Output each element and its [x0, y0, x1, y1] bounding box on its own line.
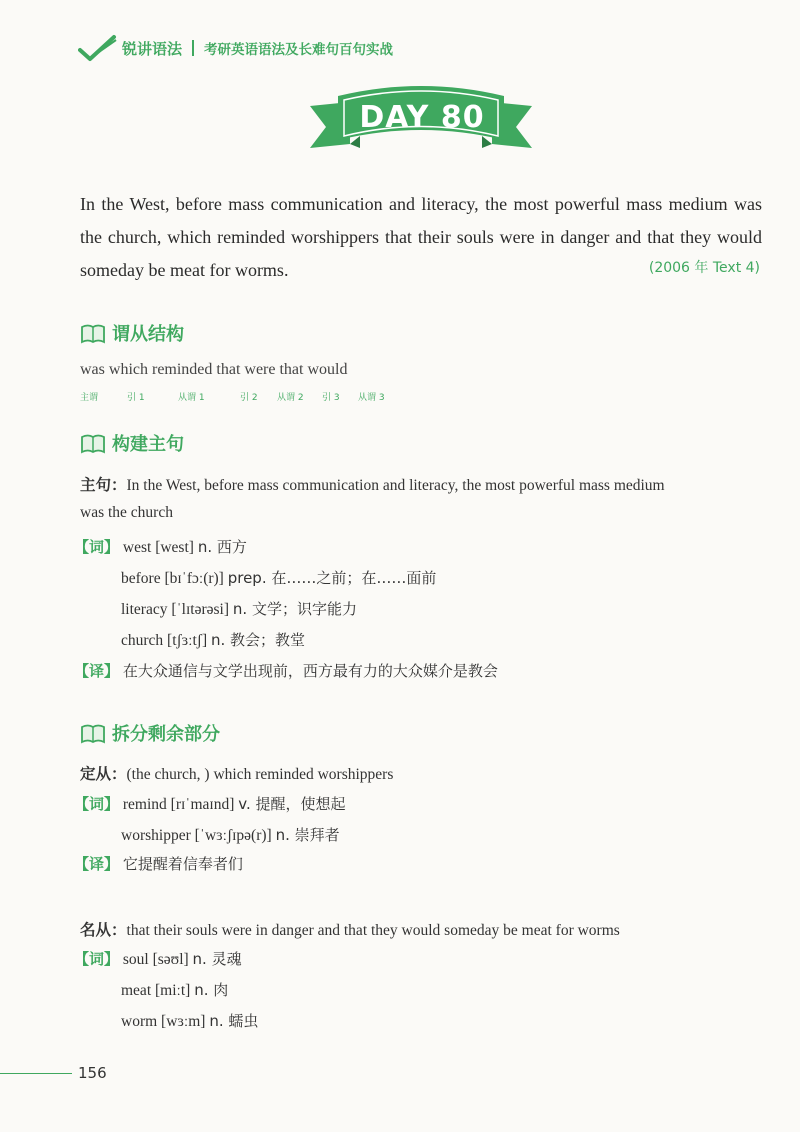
relative-clause-line — [80, 762, 393, 784]
vocab-row — [74, 536, 247, 557]
book-subtitle: 考研英语语法及长难句百句实战 — [204, 42, 394, 58]
main-clause-text-cont: was the church — [80, 504, 173, 521]
tag: 引 2 — [240, 393, 258, 403]
vocab-label: 【词】 — [74, 538, 120, 556]
vocab-def: n. 教会；教堂 — [211, 631, 306, 649]
page-number: 156 — [78, 1064, 107, 1082]
vocab-row — [121, 824, 340, 845]
vocab-word: before — [121, 570, 161, 587]
tag: 从谓 1 — [178, 393, 205, 403]
predicate-tags — [80, 390, 480, 406]
vocab-ipa: [tʃɜːtʃ] — [167, 632, 208, 649]
vocab-def: n. 文学；识字能力 — [232, 600, 357, 618]
section-heading-predicate-structure — [80, 318, 184, 348]
translation-label: 【译】 — [74, 662, 120, 680]
vocab-label: 【词】 — [74, 795, 120, 813]
tag: 从谓 2 — [277, 393, 304, 403]
vocab-ipa: [səʊl] — [152, 951, 189, 968]
section-heading-remaining-parts — [80, 718, 220, 748]
vocab-word: remind — [122, 796, 167, 813]
vocab-row — [121, 598, 357, 619]
vocab-ipa: [west] — [155, 539, 194, 556]
vocab-def: n. 西方 — [197, 538, 247, 556]
tag: 引 3 — [322, 393, 340, 403]
tag: 主谓 — [80, 393, 99, 403]
translation-row — [74, 660, 498, 681]
vocab-row — [74, 948, 242, 969]
translation-text: 在大众通信与文学出现前，西方最有力的大众媒介是教会 — [122, 662, 498, 680]
translation-text: 它提醒着信奉者们 — [122, 855, 243, 873]
noun-clause-line — [80, 918, 620, 940]
book-icon — [80, 322, 106, 344]
tag: 引 1 — [127, 393, 145, 403]
vocab-word: west — [122, 539, 152, 556]
vocab-ipa: [rɪˈmaɪnd] — [170, 796, 235, 813]
day-label: DAY 80 — [359, 100, 485, 135]
vocab-word: meat — [121, 982, 152, 999]
sentence-source: (2006 年 Text 4) — [648, 260, 760, 276]
vocab-def: v. 提醒，使想起 — [238, 795, 346, 813]
vocab-ipa: [ˈlɪtərəsi] — [171, 601, 230, 618]
vocab-row — [121, 629, 305, 650]
tag: 从谓 3 — [358, 393, 385, 403]
header-divider — [192, 40, 194, 56]
vocab-ipa: [miːt] — [155, 982, 191, 999]
vocab-def: prep. 在……之前；在……面前 — [227, 569, 437, 587]
relative-clause-text: (the church, ) which reminded worshippers — [126, 766, 394, 783]
vocab-ipa: [bɪˈfɔː(r)] — [164, 570, 224, 587]
vocab-word: soul — [122, 951, 149, 968]
vocab-word: worm — [121, 1013, 158, 1030]
translation-row — [74, 853, 243, 874]
vocab-label: 【词】 — [74, 950, 120, 968]
translation-label: 【译】 — [74, 855, 120, 873]
main-clause-line — [80, 473, 665, 495]
book-icon — [80, 432, 106, 454]
vocab-row — [121, 567, 436, 588]
vocab-def: n. 崇拜者 — [275, 826, 340, 844]
book-icon — [80, 722, 106, 744]
vocab-ipa: [ˈwɜːʃɪpə(r)] — [194, 827, 272, 844]
relative-clause-label: 定从： — [80, 765, 127, 783]
running-header — [78, 32, 393, 64]
footer-rule — [0, 1073, 72, 1074]
example-sentence: In the West, before mass communication and literacy, the most powerful mass medium was the church, which reminded worshippers that their souls were in danger and that they would someday be meat for worms. — [80, 194, 762, 280]
vocab-ipa: [wɜːm] — [161, 1013, 206, 1030]
vocab-word: literacy — [121, 601, 168, 618]
noun-clause-label: 名从： — [80, 921, 127, 939]
pen-check-logo-icon — [78, 34, 120, 62]
vocab-row — [121, 979, 228, 1000]
noun-clause-text: that their souls were in danger and that they would someday be meat for worms — [126, 922, 620, 939]
section-title: 拆分剩余部分 — [112, 724, 220, 745]
vocab-def: n. 肉 — [194, 981, 229, 999]
vocab-def: n. 灵魂 — [192, 950, 242, 968]
section-title: 构建主句 — [112, 434, 184, 455]
vocab-word: worshipper — [121, 827, 191, 844]
main-clause-text: In the West, before mass communication and literacy, the most powerful mass medium — [126, 477, 665, 494]
predicate-words: was which reminded that were that would — [80, 361, 348, 378]
section-title: 谓从结构 — [112, 324, 184, 345]
vocab-def: n. 蠕虫 — [209, 1012, 259, 1030]
vocab-row — [121, 1010, 258, 1031]
main-clause-label: 主句： — [80, 476, 127, 494]
brand-name: 锐讲语法 — [122, 39, 183, 58]
vocab-row — [74, 793, 346, 814]
section-heading-main-clause — [80, 428, 184, 458]
vocab-word: church — [121, 632, 164, 649]
